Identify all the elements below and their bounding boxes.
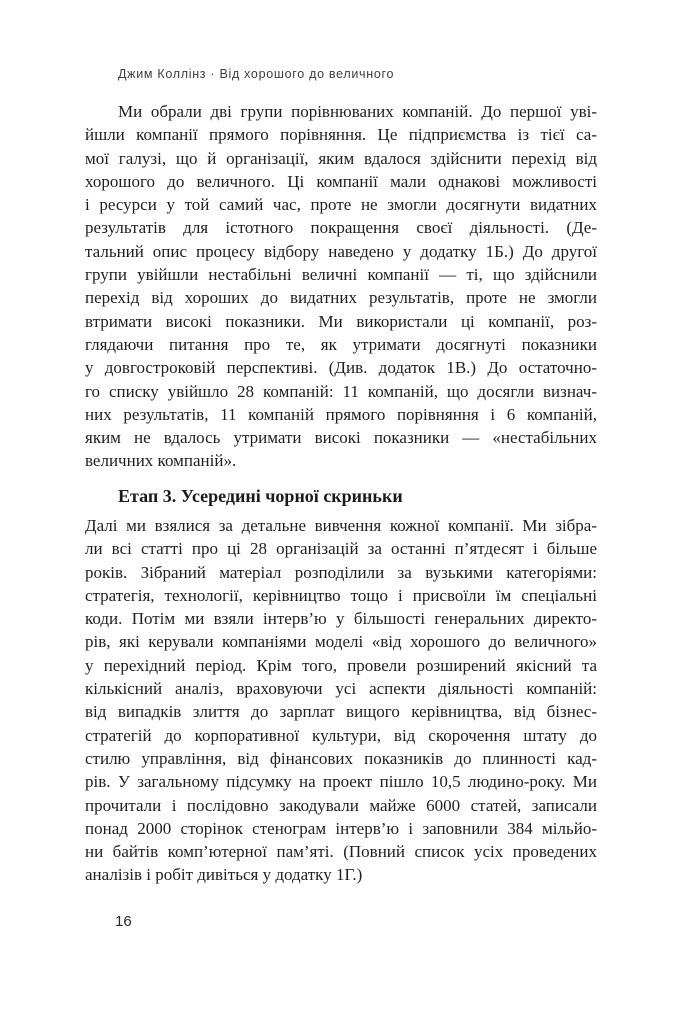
text-line: прочитали і послідовно закодували майже 6000 статей, записали — [85, 795, 597, 815]
text-line: коди. Потім ми взяли інтерв’ю у більшості генеральних директо- — [85, 609, 597, 629]
paragraph-1 — [85, 100, 597, 473]
text-line: рів, які керували компаніями моделі «від хорошого до величного» — [85, 632, 597, 652]
text-line: перехід від хороших до видатних результатів, проте не змогли — [85, 288, 597, 308]
text-line: них результатів, 11 компаній прямого порівняння і 6 компаній, — [85, 404, 597, 424]
text-line: яким не вдалось утримати високі показники — «нестабільних — [85, 428, 597, 448]
text-line: кількісний аналіз, враховуючи усі аспекти діяльності компаній: — [85, 679, 597, 699]
text-line: стратегія, технології, керівництво тощо і присвоїли їм спеціальні — [85, 585, 597, 605]
text-line: у довгостроковій перспективі. (Див. додаток 1В.) До остаточно- — [85, 358, 597, 378]
paragraph-2 — [85, 514, 597, 887]
text-line: років. Зібраний матеріал розподілили за вузькими категоріями: — [85, 562, 597, 582]
text-line: рів. У загальному підсумку на проект пішло 10,5 людино-року. Ми — [85, 772, 597, 792]
text-line: Далі ми взялися за детальне вивчення кожної компанії. Ми зібра- — [85, 516, 597, 535]
text-line: стилю управління, від фінансових показників до плинності кад- — [85, 748, 597, 768]
page-number: 16 — [115, 913, 132, 930]
text-line: мої галузі, що й організації, яким вдалося здійснити перехід від — [85, 148, 597, 168]
text-line: і ресурси у той самий час, проте не змогли досягнути видатних — [85, 195, 597, 215]
text-line: йшли компанії прямого порівняння. Це підприємства із тієї са- — [85, 125, 597, 145]
text-line: від випадків злиття до зарплат вищого керівництва, від бізнес- — [85, 702, 597, 722]
text-line: ни байтів комп’ютерної пам’яті. (Повний список усіх проведених — [85, 842, 597, 862]
text-line: хорошого до величного. Ці компанії мали однакові можливості — [85, 171, 597, 191]
text-line: тальний опис процесу відбору наведено у додатку 1Б.) До другої — [85, 241, 597, 261]
running-header: Джим Коллінз · Від хорошого до величного — [118, 67, 395, 81]
text-line: аналізів і робіт дивіться у додатку 1Г.) — [85, 865, 363, 885]
section-heading: Етап 3. Усередині чорної скриньки — [118, 486, 403, 506]
text-line: результатів для істотного покращення своєї діяльності. (Де- — [85, 218, 597, 238]
text-line: втримати високі показники. Ми використали ці компанії, роз- — [85, 311, 597, 331]
text-line: стратегій до корпоративної культури, від скорочення штату до — [85, 725, 597, 745]
text-line: ли всі статті про ці 28 організацій за останні п’ятдесят і більше — [85, 539, 597, 559]
text-line: го списку увійшло 28 компаній: 11 компаній, що досягли визнач- — [85, 381, 597, 401]
text-line: глядаючи питання про те, як утримати досягнуті показники — [85, 334, 597, 354]
text-line: понад 2000 сторінок стенограм інтерв’ю і заповнили 384 мільйо- — [85, 818, 597, 838]
text-line: Ми обрали дві групи порівнюваних компаній. До першої уві- — [118, 102, 597, 121]
text-line: величних компаній». — [85, 451, 237, 471]
text-line: у перехідний період. Крім того, провели розширений якісний та — [85, 655, 597, 675]
text-line: групи увійшли нестабільні величні компанії — ті, що здійснили — [85, 265, 597, 285]
